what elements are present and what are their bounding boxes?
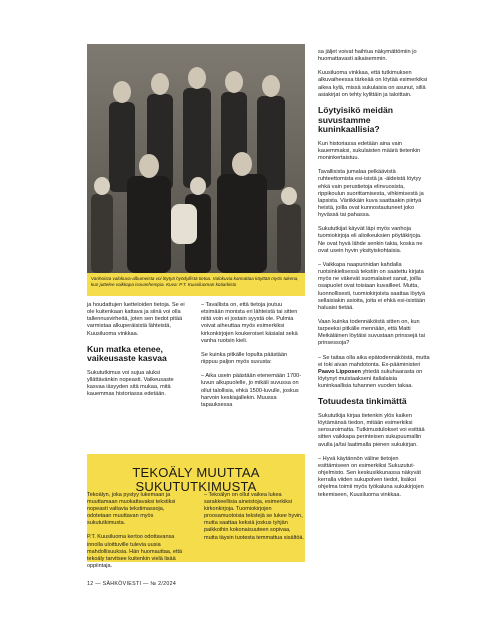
paragraph: – Tavallista on, että tietoja joutuu etsimään monista eri lähteistä tai sitten niitä voin ei jostain syystä ole. Pulmia voivat aiheuttaa myös esimerkiksi kirkonkirjojen koukeroiset käsialat sekä vanha ruotsin kieli. — [201, 302, 298, 344]
column-2 — [201, 302, 305, 416]
paragraph: Sukututkija kirjaa tietenkin ylös kaiken löytämänsä tiedon, mitään esimerkiksi sensuroimatta. Tutkimustulokset voi esittää sitten vaikkapa perinteisen sukupuumallin avulla ja/tai laatimalla pienen sukukirjan. — [318, 413, 425, 448]
paragraph: Se kuinka pitkälle lopulta päästään riippuu paljon myös suvusta: — [201, 351, 288, 366]
paragraph: Tavallisista jumalaa pelkäävistä ruhteettomista esi-isistä ja -äideistä löytyy ehkä vain perustietoja elinvuosista, rippikoulun suorittamisesta, vihkimisestä ja lapsista. Väriikkäin kuva saattaakin piirtyä heistä, joilla ovat kunnostautuneet joko hyvässä tai pahassa. — [318, 169, 424, 219]
paragraph: P.T. Kuusiluoma kertoo odottavansa innolla uloittuville tulevia uusia mahdollisuuksia. Hän huomauttaa, että tekoäly tarvitsee kuitenkin vielä lisää oppiintaja. — [87, 534, 183, 569]
page-footer: 12 — SÄHKÖVIESTI — № 2/2024 — [87, 581, 177, 587]
paragraph: Vaan kuinka todennäköistä sitten on, kun tarpeeksi pitkälle mennään, että Matti Meikäläinen löytäisi suvustaan prinssejä tai prinsessoja? — [318, 319, 425, 347]
paragraph: sa jäljet voivat haihtua näkymättömiin jo huomattavasti aikaisemmin. — [318, 49, 417, 63]
paragraph: Sukututkimus voi sujua aluksi yllättävänkin nopeasti. Vaikeusaste kasvaa iäsyyden sitä mukaa, mitä kauemmas historiassa edetään. — [87, 369, 174, 398]
paragraph: – Vaikkapa naapurinidan kahdalla ruotsinkielisessä tekstiin on saatettu kirjata myös ne väkevät suomalaiset sanat, joilla osapuolet ovat toisiaan kuvailleet. Mutta, luonnollisesti, tuomiokirjoista saattaa löytyä sellaisiakin asioita, joita ei ehkä esi-isistään haluaisi tietää. — [318, 261, 426, 311]
family-photo — [87, 44, 305, 273]
paragraph: – Hyvä käytännön väline tietojen esittämiseen on esimerkiksi Sukuzutut-ohjelmisto. Sen keskusikkunassa näkyvät kerralla viiden sukupolven tiedot, lisäksi ohjelma toimii myös työkaluna sukukirjojen tekemiseen, Kuusiluoma vinkkaa. — [318, 455, 424, 498]
paragraph: Kuusiluoma vinkkaa, että tutkimuksen alkuvaiheessa tärkeää on löytää esimerkiksi aikea kylä, missä sukulaisia on asunut, sillä asiakirjat on tehty kylittäin ja taloittain. — [318, 70, 428, 98]
factbox-left-column — [87, 492, 188, 577]
bold-name: Paavo Lipposen — [318, 368, 361, 375]
photo-caption: Vanhoista valokuva-albumeista voi löytyä hyödyllistä tietoa. Valokuvia kannattaa käyttää myös tukena, kun juttelee vaikkapa isovanhempia. Kuva: P.T. Kuusiluoman kotiarkisto — [87, 273, 305, 296]
paragraph: ja houdattujen luetteloiden tietoja. Se ei ole kuitenkaan kattava ja siinä voi olla tallennusvirheitä, joten sen tiedot pitää varmistaa alkuperäisistä lähteistä, Kuusiluoma vinkkaa. — [87, 302, 185, 337]
paragraph — [318, 355, 430, 391]
column-3 — [318, 49, 430, 506]
paragraph: – Tekoälyn on ollut vaikea lukea sarakkeellisia aineistoja, esimerkiksi kirkonkirjoja. Tuomiokirjojen proosamuotoisia tekstejä se lukee hyvin, mutta saattaa keksiä joskus tyhjän paikkoihin kokonaisuuteen sopivaa, mutta täysin tuotesta temmattua sisältöä. — [204, 492, 304, 541]
factbox-right-column — [204, 492, 305, 549]
ai-factbox — [87, 454, 305, 569]
paragraph: Tekoälyn, joka pystyy lukemaan ja muuttamaan muokattavaksi tekstiksi nopeasti valtavia tekstimassoja, odotetaan muuttavan myös sukututkimusta. — [87, 492, 176, 527]
subheading: Totuudesta tinkimättä — [318, 396, 407, 407]
paragraph: Sukututkijat käyvät läpi myös vanhoja tuomiokirjoja eli alioikeuksien pöytäkirjoja. Ne ovat hyvä lähde senkin takia, koska ne ovat usein hyvin yksityiskohtaisia. — [318, 226, 423, 254]
text-run: yhtedä sukuhaarasta on löytynyt muistaakseni italialaisia kuninkaallisia tuhannen vuoden takaa. — [318, 368, 423, 390]
factbox-title: TEKOÄLY MUUTTAA SUKUTUTKIMUSTA — [132, 465, 260, 494]
text-run: – Se taitaa olla aika epätodennäköistä, mutta ei toki aivan mahdotonta. Ex-pääministeri — [318, 354, 430, 368]
column-1 — [87, 302, 191, 406]
subheading: Kun matka etenee, vaikeusaste kasvaa — [87, 343, 167, 364]
paragraph: Kun historiassa edetään aina vain kauemmaksi, sukulaisten määrä tietenkin moninkertaistuu. — [318, 140, 421, 162]
paragraph: – Aika usein päästään etenemään 1700-luvun alkupuolelle, jo mikäli suvussa on ollut talollisia, ehkä 1500-luvulle, joskus harvoin keskiajallekin. Muussa tapauksessa — [201, 373, 302, 408]
subheading: Löytyisikö meidän suvustamme kuninkaallisia? — [318, 104, 393, 135]
